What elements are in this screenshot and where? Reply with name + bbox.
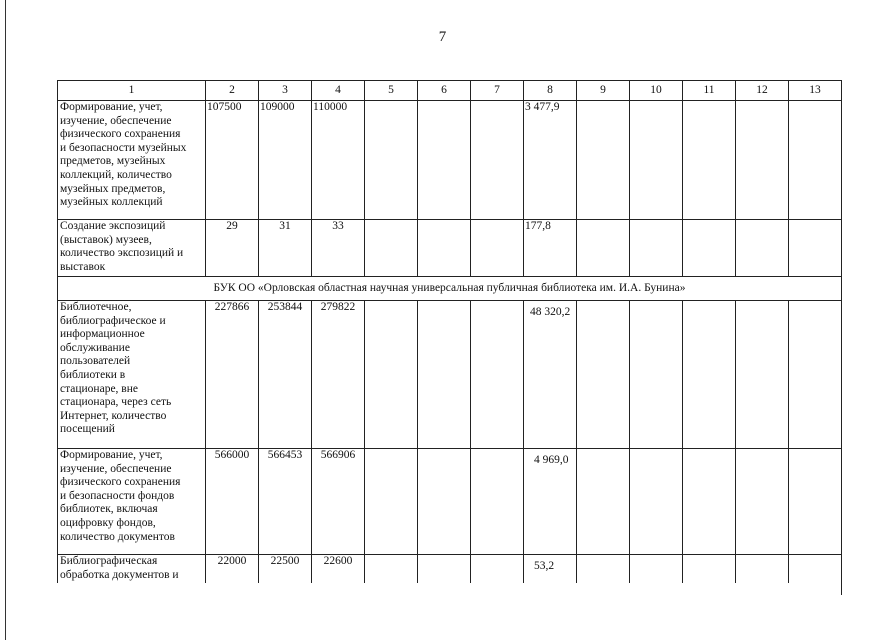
row-name-cell: Библиографическая обработка документов и — [58, 555, 206, 595]
value-cell-col3: 22500 — [259, 555, 312, 595]
header-cell: 8 — [524, 81, 577, 101]
header-cell: 3 — [259, 81, 312, 101]
header-cell: 12 — [736, 81, 789, 101]
header-cell: 1 — [58, 81, 206, 101]
empty-cell — [789, 301, 842, 449]
table-header-row — [58, 81, 842, 101]
empty-cell — [577, 449, 630, 555]
value-cell-col8: 177,8 — [524, 220, 577, 277]
section-title: БУК ОО «Орловская областная научная универсальная публичная библиотека им. И.А. Бунина» — [58, 277, 842, 301]
header-cell: 5 — [365, 81, 418, 101]
value-cell-col8: 3 477,9 — [524, 101, 577, 220]
empty-cell — [630, 101, 683, 220]
empty-cell — [736, 449, 789, 555]
section-row — [58, 277, 842, 301]
value-cell-col2: 566000 — [206, 449, 259, 555]
report-table — [57, 80, 842, 595]
header-cell: 7 — [471, 81, 524, 101]
value-cell-col4: 566906 — [312, 449, 365, 555]
empty-cell — [683, 101, 736, 220]
header-cell: 9 — [577, 81, 630, 101]
table-row — [58, 220, 842, 277]
page-left-edge-line — [5, 0, 6, 640]
value-cell-col4: 33 — [312, 220, 365, 277]
value-cell-col2: 227866 — [206, 301, 259, 449]
empty-cell — [577, 301, 630, 449]
header-cell: 10 — [630, 81, 683, 101]
page-number: 7 — [438, 29, 447, 45]
value-cell-col4: 22600 — [312, 555, 365, 595]
empty-cell — [736, 220, 789, 277]
header-cell: 6 — [418, 81, 471, 101]
row-name-cell: Создание экспозиций (выставок) музеев, количество экспозиций и выставок — [58, 220, 206, 277]
empty-cell — [418, 220, 471, 277]
empty-cell — [577, 101, 630, 220]
header-cell: 4 — [312, 81, 365, 101]
value-cell-col3: 253844 — [259, 301, 312, 449]
table-row — [58, 101, 842, 220]
header-cell: 2 — [206, 81, 259, 101]
empty-cell — [683, 301, 736, 449]
value-cell-col2: 22000 — [206, 555, 259, 595]
empty-cell — [418, 449, 471, 555]
value-cell-col8 — [524, 449, 577, 555]
header-cell: 13 — [789, 81, 842, 101]
value-cell-col8-text: 53,2 — [534, 560, 555, 572]
empty-cell — [471, 220, 524, 277]
empty-cell — [789, 220, 842, 277]
empty-cell — [630, 449, 683, 555]
empty-cell — [577, 220, 630, 277]
empty-cell — [365, 220, 418, 277]
empty-cell — [683, 449, 736, 555]
empty-cell — [736, 301, 789, 449]
empty-cell — [683, 220, 736, 277]
header-cell: 11 — [683, 81, 736, 101]
value-cell-col3: 109000 — [259, 101, 312, 220]
value-cell-col8-text: 4 969,0 — [534, 454, 569, 466]
empty-cell — [365, 449, 418, 555]
empty-cell — [789, 449, 842, 555]
empty-cell — [365, 301, 418, 449]
empty-cell — [471, 449, 524, 555]
row-name-cell: Формирование, учет, изучение, обеспечение физического сохранения и безопасности фондов библиотек, включая оцифровку фондов, количество документов — [58, 449, 206, 555]
value-cell-col8-text: 48 320,2 — [530, 306, 571, 318]
page-cutoff — [57, 583, 841, 640]
empty-cell — [418, 301, 471, 449]
empty-cell — [630, 301, 683, 449]
value-cell-col3: 31 — [259, 220, 312, 277]
empty-cell — [789, 101, 842, 220]
empty-cell — [630, 220, 683, 277]
empty-cell — [365, 101, 418, 220]
value-cell-col2: 107500 — [206, 101, 259, 220]
row-name-cell: Библиотечное, библиографическое и информационное обслуживание пользователей библиотеки в стационаре, вне стационара, через сеть Интернет, количество посещений — [58, 301, 206, 449]
empty-cell — [736, 101, 789, 220]
table-row — [58, 449, 842, 555]
empty-cell — [471, 301, 524, 449]
empty-cell — [471, 101, 524, 220]
value-cell-col4: 279822 — [312, 301, 365, 449]
table-row — [58, 301, 842, 449]
empty-cell — [418, 101, 471, 220]
row-name-cell: Формирование, учет, изучение, обеспечение физического сохранения и безопасности музейных предметов, музейных коллекций, количество музейных предметов, музейных коллекций — [58, 101, 206, 220]
value-cell-col8 — [524, 301, 577, 449]
value-cell-col2: 29 — [206, 220, 259, 277]
value-cell-col4: 110000 — [312, 101, 365, 220]
value-cell-col3: 566453 — [259, 449, 312, 555]
